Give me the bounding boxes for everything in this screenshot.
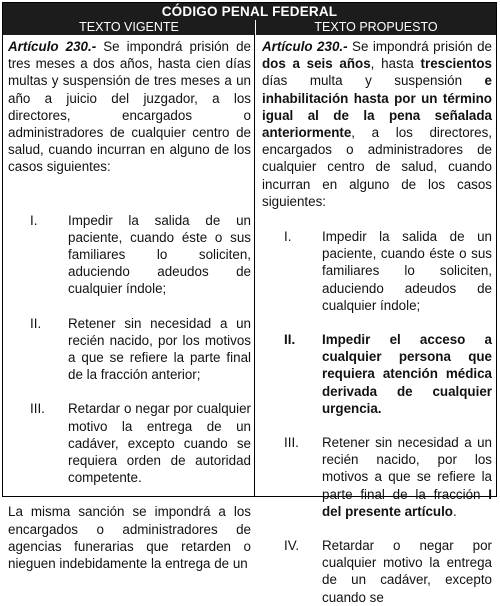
column-texto-vigente	[3, 35, 255, 572]
fraction-number: I.	[284, 229, 292, 245]
article-intro-propuesto	[262, 38, 492, 210]
intro-bold-penalty: dos a seis años	[262, 56, 371, 72]
article-label: Artículo 230.-	[8, 39, 97, 54]
intro-text: , hasta	[370, 56, 414, 72]
article-intro-vigente	[8, 38, 251, 176]
intro-text: Se impondrá prisión de	[352, 39, 492, 54]
fraction-item	[8, 212, 251, 298]
fraction-text-part: Retener sin necesidad a un recién nacido, por los motivos a que se refiere la parte final de la fracción	[322, 435, 492, 502]
intro-bold-fine: trescientos	[420, 56, 492, 72]
fraction-text: Impedir la salida de un paciente, cuando éste o sus familiares lo soliciten, aduciendo adeudos de cualquier índole;	[68, 212, 251, 297]
header-texto-propuesto: TEXTO PROPUESTO	[256, 20, 496, 35]
fraction-text	[322, 434, 492, 520]
closing-paragraph: La misma sanción se impondrá a los encargados o administradores de agencias funerarias que retarden o nieguen indebidamente la entrega de un	[8, 504, 251, 572]
intro-text: días multa y suspensión	[262, 73, 463, 89]
fraction-text: Impedir el acceso a cualquier persona que requiera atención médica derivada de cualquier urgencia.	[322, 332, 492, 416]
fraction-number: II.	[30, 315, 42, 331]
fraction-text: Retardar o negar por cualquier motivo la entrega de un cadáver, excepto cuando se	[322, 538, 492, 605]
fraction-item	[262, 331, 492, 417]
fraction-item	[262, 537, 492, 606]
fraction-text: Retener sin necesidad a un recién nacido, por los motivos a que se refiere la parte final de la fracción anterior;	[68, 315, 251, 383]
fraction-number: III.	[30, 401, 45, 417]
header-texto-vigente: TEXTO VIGENTE	[3, 20, 255, 35]
article-intro-text: Se impondrá prisión de tres meses a dos años, hasta cien días multas y suspensión de tres meses a un año a juicio del juzgador, a los directores, encargados o administradores de cualquier centro de salud, cuando incurran en alguno de los casos siguientes:	[8, 39, 251, 175]
intro-bold-inhabilitation: e inhabilitación hasta por un término igual al de la pena señalada anteriormente	[262, 73, 492, 141]
fraction-number: IV.	[284, 538, 300, 554]
fraction-item	[8, 400, 251, 486]
comparison-table	[2, 2, 497, 605]
intro-text: , a los directores, encargados o administradores de cualquier centro de salud, cuando incurran en alguno de los casos siguientes:	[262, 125, 492, 209]
fraction-number: I.	[30, 212, 38, 228]
fraction-number: III.	[284, 435, 299, 451]
fraction-text-part: .	[452, 503, 457, 519]
table-title: CÓDIGO PENAL FEDERAL	[3, 3, 496, 20]
fraction-text: Retardar o negar por cualquier motivo la entrega de un cadáver, excepto cuando se requiera orden de autoridad competente.	[68, 401, 251, 486]
fraction-number: II.	[284, 332, 296, 348]
column-texto-propuesto	[255, 35, 496, 605]
fraction-item	[262, 228, 492, 314]
article-label: Artículo 230.-	[262, 39, 348, 54]
fraction-text-bold: I del presente artículo	[322, 486, 492, 519]
fraction-item	[262, 434, 492, 520]
fraction-text: Impedir la salida de un paciente, cuando éste o sus familiares lo soliciten, aduciendo adeudos de cualquier índole;	[322, 229, 492, 313]
fraction-item	[8, 315, 251, 384]
